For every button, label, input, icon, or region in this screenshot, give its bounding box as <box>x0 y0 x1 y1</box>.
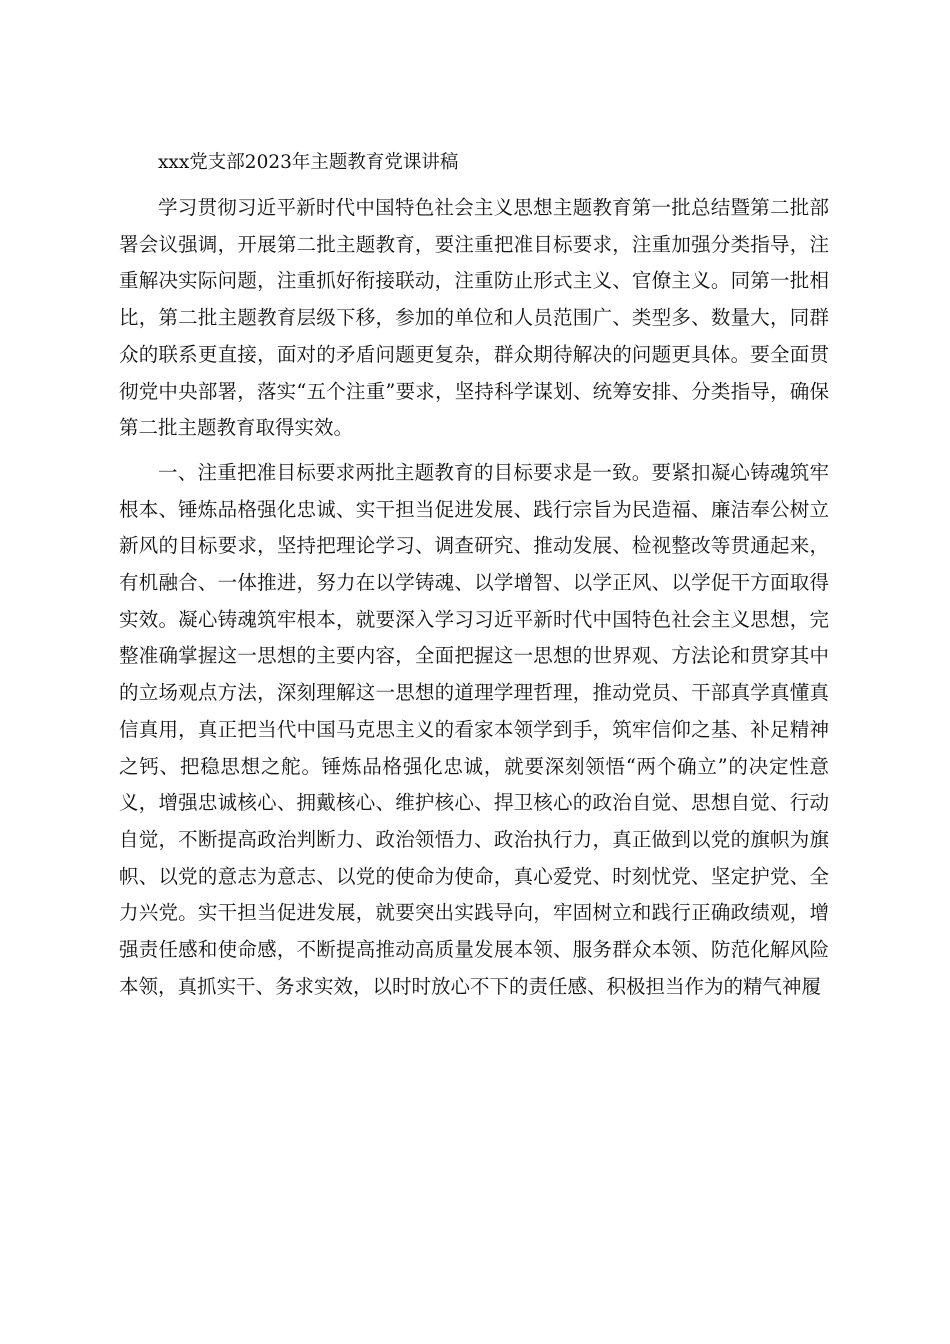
paragraph-intro: 学习贯彻习近平新时代中国特色社会主义思想主题教育第一批总结暨第二批部署会议强调，开展第二批主题教育，要注重把准目标要求，注重加强分类指导，注重解决实际问题，注重抓好衔接联动，注重防止形式主义、官僚主义。同第一批相比，第二批主题教育层级下移，参加的单位和人员范围广、类型多、数量大，同群众的联系更直接，面对的矛盾问题更复杂，群众期待解决的问题更具体。要全面贯彻党中央部署，落实“五个注重”要求，坚持科学谋划、统筹安排、分类指导，确保第二批主题教育取得实效。 <box>119 196 829 440</box>
document-title: xxx党支部2023年主题教育党课讲稿 <box>158 152 459 173</box>
paragraph-section-one: 一、注重把准目标要求两批主题教育的目标要求是一致。要紧扣凝心铸魂筑牢根本、锤炼品格强化忠诚、实干担当促进发展、践行宗旨为民造福、廉洁奉公树立新风的目标要求，坚持把理论学习、调查研究、推动发展、检视整改等贯通起来，有机融合、一体推进，努力在以学铸魂、以学增智、以学正风、以学促干方面取得实效。凝心铸魂筑牢根本，就要深入学习习近平新时代中国特色社会主义思想，完整准确掌握这一思想的主要内容，全面把握这一思想的世界观、方法论和贯穿其中的立场观点方法，深刻理解这一思想的道理学理哲理，推动党员、干部真学真懂真信真用，真正把当代中国马克思主义的看家本领学到手，筑牢信仰之基、补足精神之钙、把稳思想之舵。锤炼品格强化忠诚，就要深刻领悟“两个确立”的决定性意义，增强忠诚核心、拥戴核心、维护核心、捍卫核心的政治自觉、思想自觉、行动自觉，不断提高政治判断力、政治领悟力、政治执行力，真正做到以党的旗帜为旗帜、以党的意志为意志、以党的使命为使命，真心爱党、时刻忧党、坚定护党、全力兴党。实干担当促进发展，就要突出实践导向，牢固树立和践行正确政绩观，增强责任感和使命感，不断提高推动高质量发展本领、服务群众本领、防范化解风险本领，真抓实干、务求实效，以时时放心不下的责任感、积极担当作为的精气神履 <box>119 460 829 998</box>
document-body <box>119 146 829 1005</box>
